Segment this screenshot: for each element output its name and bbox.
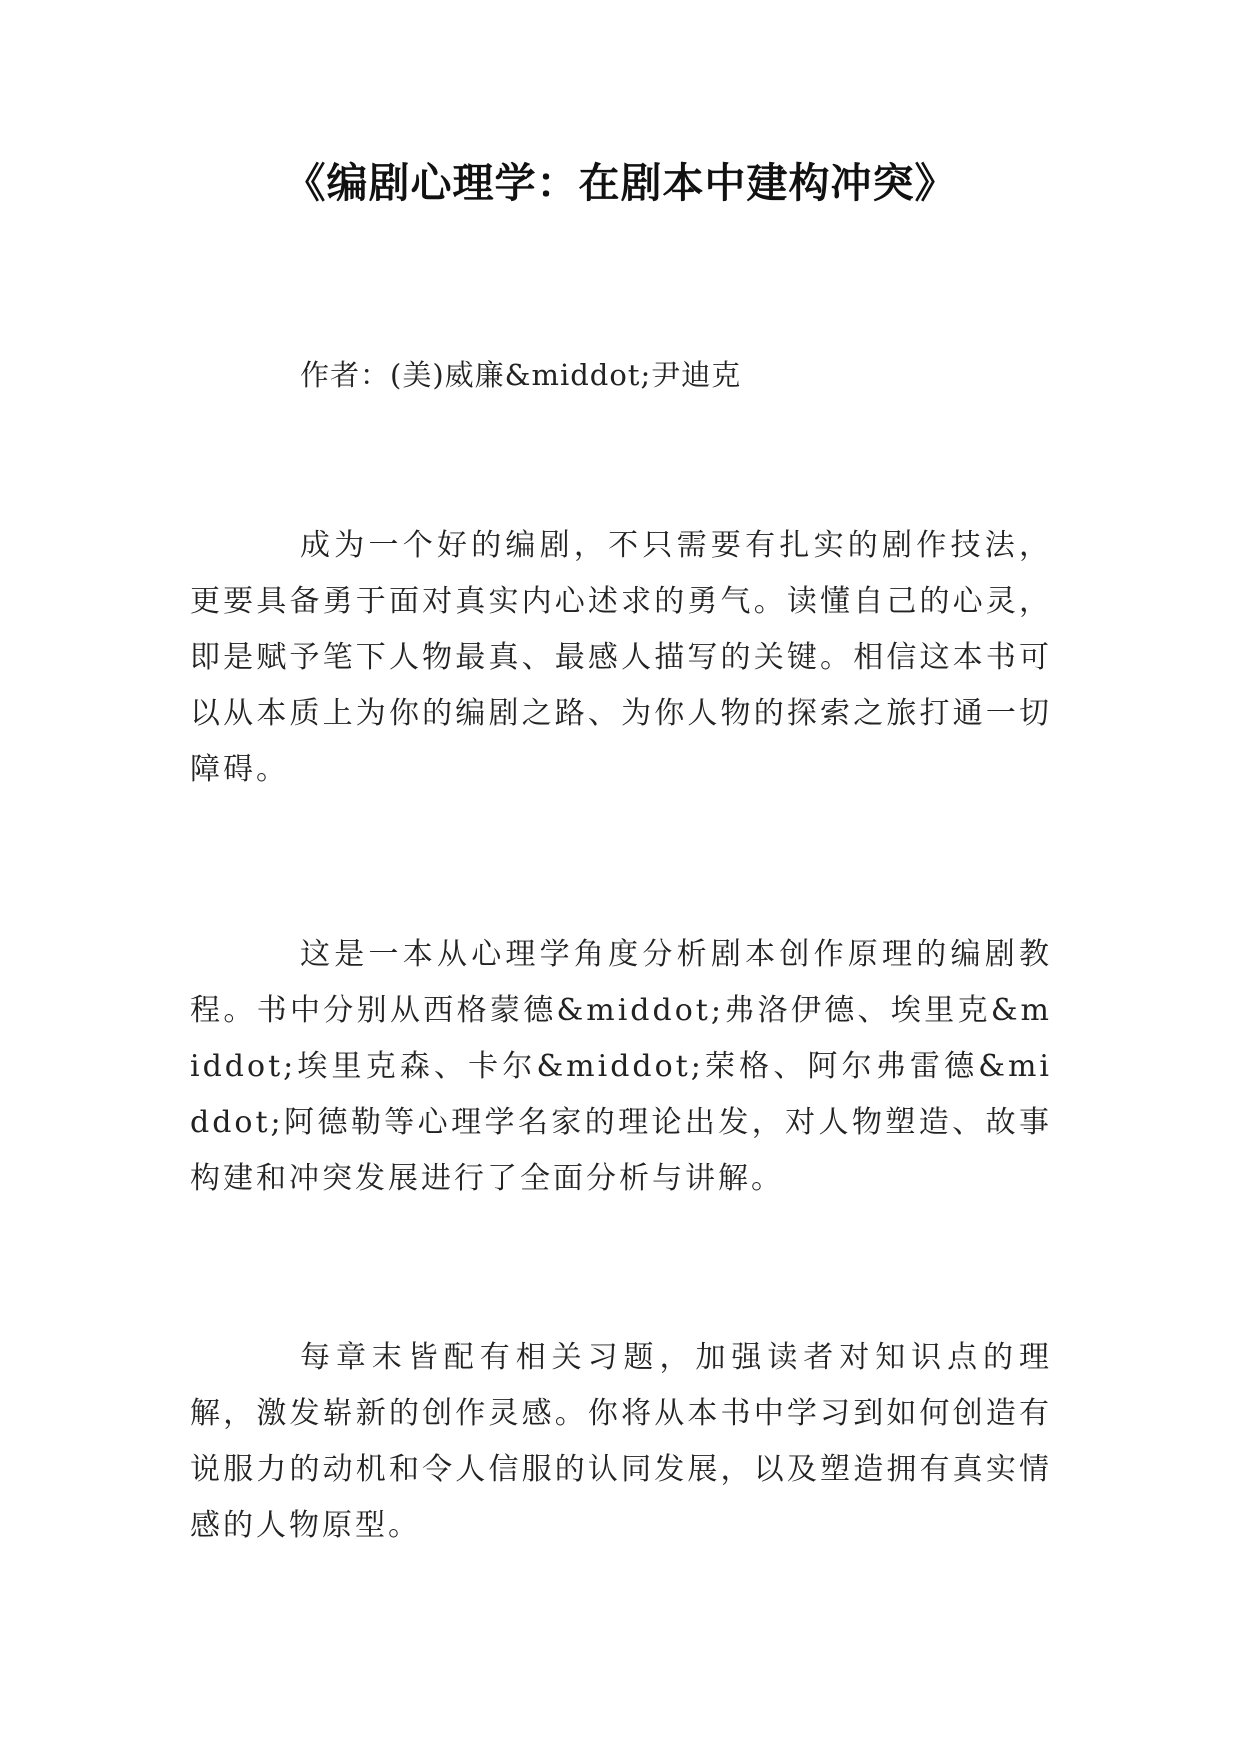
paragraph-content: 这是一本从心理学角度分析剧本创作原理的编剧教程。书中分别从西格蒙德&middot;弗洛伊德、埃里克&middot;埃里克森、卡尔&middot;荣格、阿尔弗雷德&middot;阿德勒等心理学名家的理论出发，对人物塑造、故事构建和冲突发展进行了全面分析与讲解。	[190, 937, 1052, 1196]
document-title: 《编剧心理学：在剧本中建构冲突》	[284, 159, 957, 207]
paragraph-intro: 成为一个好的编剧，不只需要有扎实的剧作技法，更要具备勇于面对真实内心述求的勇气。读懂自己的心灵，即是赋予笔下人物最真、最感人描写的关键。相信这本书可以从本质上为你的编剧之路、为你人物的探索之旅打通一切障碍。	[190, 528, 1052, 787]
paragraph-exercises: 每章末皆配有相关习题，加强读者对知识点的理解，激发崭新的创作灵感。你将从本书中学习到如何创造有说服力的动机和令人信服的认同发展，以及塑造拥有真实情感的人物原型。	[190, 1340, 1052, 1543]
author-line: 作者：(美)威廉&middot;尹迪克	[300, 358, 742, 392]
